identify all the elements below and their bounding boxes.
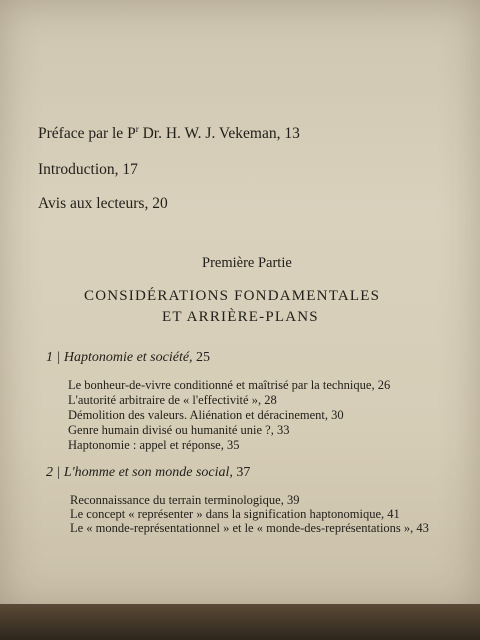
preface-text-rest: Dr. H. W. J. Vekeman, 13: [138, 125, 300, 143]
toc-item: Genre humain divisé ou humanité unie ?, 33: [68, 423, 290, 437]
toc-item: L'autorité arbitraire de « l'effectivité », 28: [68, 393, 277, 407]
toc-entry-preface: [38, 124, 300, 143]
toc-item: Reconnaissance du terrain terminologique, 39: [70, 493, 300, 507]
toc-entry-avis: Avis aux lecteurs, 20: [38, 195, 168, 212]
chapter-heading-2: [46, 465, 250, 481]
chapter-page: 25: [192, 350, 211, 365]
chapter-number: 1 |: [46, 350, 61, 365]
chapter-title: Haptonomie et société,: [63, 350, 193, 365]
chapter-page: 37: [232, 465, 251, 480]
toc-entry-introduction: Introduction, 17: [38, 161, 138, 178]
table-surface: [0, 604, 480, 640]
section-title-line1: CONSIDÉRATIONS FONDAMENTALES: [84, 288, 381, 304]
chapter-number: 2 |: [46, 465, 61, 480]
preface-text: Préface par le P: [38, 125, 136, 143]
toc-item: Le bonheur-de-vivre conditionné et maîtrisé par la technique, 26: [68, 378, 391, 392]
section-title-line2: ET ARRIÈRE-PLANS: [162, 309, 319, 325]
part-title: Première Partie: [202, 255, 292, 271]
toc-item: Le concept « représenter » dans la signification haptonomique, 41: [70, 507, 400, 521]
toc-item: Démolition des valeurs. Aliénation et déracinement, 30: [68, 408, 344, 422]
chapter-heading-1: [46, 350, 210, 366]
preface-superscript: r: [135, 124, 139, 134]
toc-item: Le « monde-représentationnel » et le « monde-des-représentations », 43: [70, 521, 429, 535]
toc-item: Haptonomie : appel et réponse, 35: [68, 438, 240, 452]
chapter-title: L'homme et son monde social,: [63, 465, 233, 480]
